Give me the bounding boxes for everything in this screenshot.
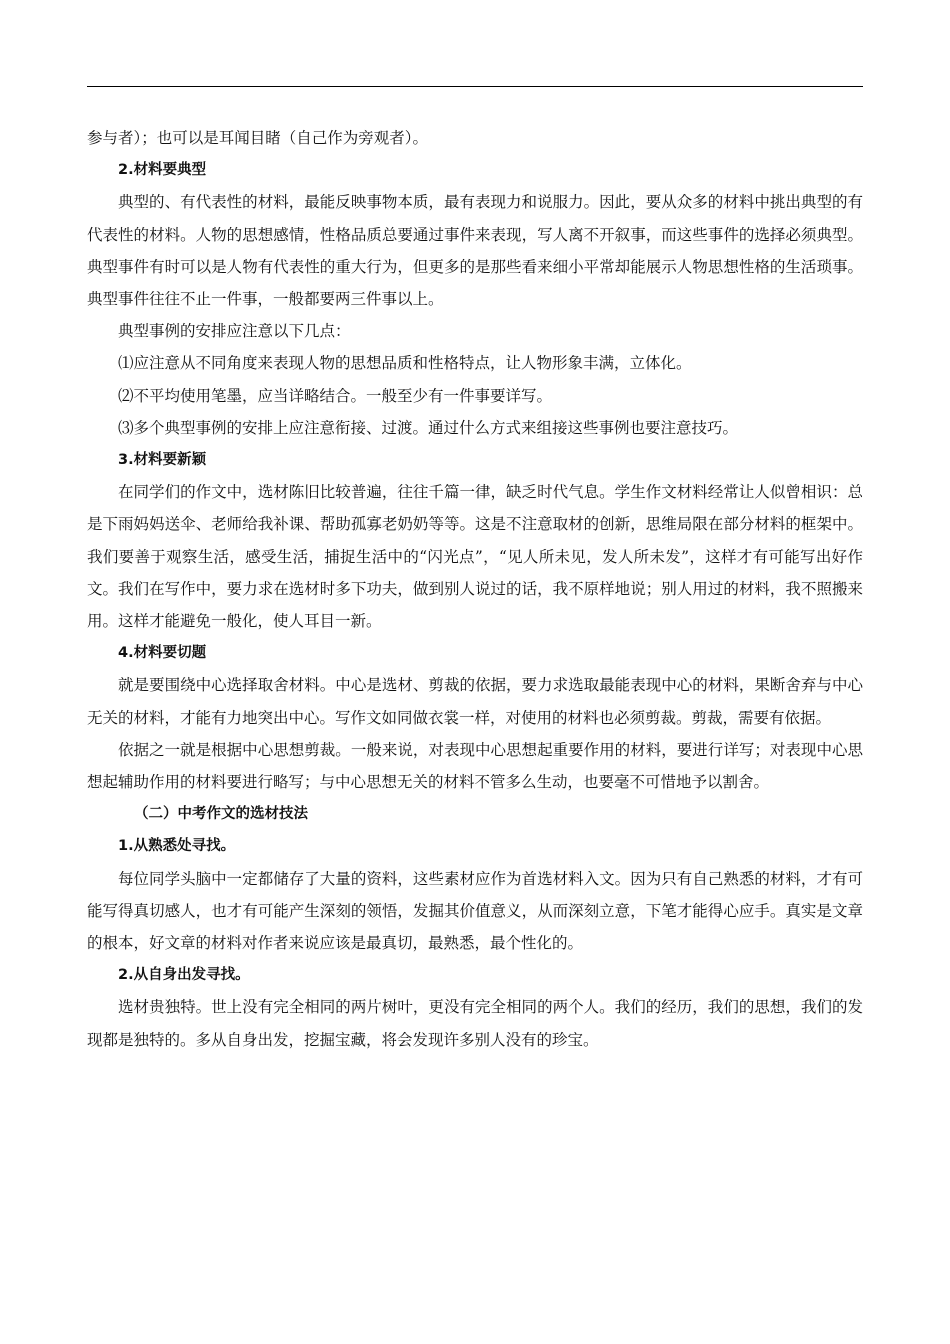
document-body (87, 122, 863, 1056)
paragraph-typical-material: 典型的、有代表性的材料，最能反映事物本质，最有表现力和说服力。因此，要从众多的材料中挑出典型的有代表性的材料。人物的思想感情，性格品质总要通过事件来表现，写人离不开叙事，而这些事件的选择必须典型。典型事件有时可以是人物有代表性的重大行为，但更多的是那些看来细小平常却能展示人物思想性格的生活琐事。典型事件往往不止一件事，一般都要两三件事以上。 (87, 193, 863, 309)
list-item-1: ⑴应注意从不同角度来表现人物的思想品质和性格特点，让人物形象丰满，立体化。 (118, 354, 692, 373)
paragraph-arrangement-intro: 典型事例的安排应注意以下几点： (118, 322, 351, 341)
paragraph-from-familiar: 每位同学头脑中一定都储存了大量的资料，这些素材应作为首选材料入文。因为只有自己熟悉的材料，才有可能写得真切感人，也才有可能产生深刻的领悟，发掘其价值意义，从而深刻立意，下笔才能得心应手。真实是文章的根本，好文章的材料对作者来说应该是最真切，最熟悉，最个性化的。 (87, 869, 863, 953)
list-item-3: ⑶多个典型事例的安排上应注意衔接、过渡。通过什么方式来组接这些事例也要注意技巧。 (118, 418, 739, 437)
paragraph-continued: 参与者）；也可以是耳闻目睹（自己作为旁观者）。 (87, 129, 429, 147)
heading-relevant-material: 4.材料要切题 (118, 645, 207, 662)
heading-from-familiar: 1.从熟悉处寻找。 (118, 838, 236, 855)
heading-novel-material: 3.材料要新颖 (118, 452, 207, 469)
paragraph-trimming-basis: 依据之一就是根据中心思想剪裁。一般来说，对表现中心思想起重要作用的材料，要进行详写；对表现中心思想起辅助作用的材料要进行略写；与中心思想无关的材料不管多么生动，也要毫不可惜地予以割舍。 (87, 740, 863, 792)
paragraph-novel-material: 在同学们的作文中，选材陈旧比较普遍，往往千篇一律，缺乏时代气息。学生作文材料经常让人似曾相识：总是下雨妈妈送伞、老师给我补课、帮助孤寡老奶奶等等。这是不注意取材的创新，思维局限在部分材料的框架中。我们要善于观察生活，感受生活，捕捉生活中的“闪光点”，“见人所未见，发人所未发”，这样才有可能写出好作文。我们在写作中，要力求在选材时多下功夫，做到别人说过的话，我不原样地说；别人用过的材料，我不照搬来用。这样才能避免一般化，使人耳目一新。 (87, 483, 863, 631)
paragraph-from-self: 选材贵独特。世上没有完全相同的两片树叶，更没有完全相同的两个人。我们的经历，我们的思想，我们的发现都是独特的。多从自身出发，挖掘宝藏，将会发现许多别人没有的珍宝。 (87, 998, 863, 1049)
heading-from-self: 2.从自身出发寻找。 (118, 967, 250, 984)
section-heading-techniques: （二）中考作文的选材技法 (134, 806, 308, 823)
paragraph-relevant-material: 就是要围绕中心选择取舍材料。中心是选材、剪裁的依据，要力求选取最能表现中心的材料，果断舍弃与中心无关的材料，才能有力地突出中心。写作文如同做衣裳一样，对使用的材料也必须剪裁。剪裁，需要有依据。 (87, 676, 863, 727)
list-item-2: ⑵不平均使用笔墨，应当详略结合。一般至少有一件事要详写。 (118, 386, 553, 405)
header-rule (87, 86, 863, 87)
heading-typical-material: 2.材料要典型 (118, 162, 207, 179)
